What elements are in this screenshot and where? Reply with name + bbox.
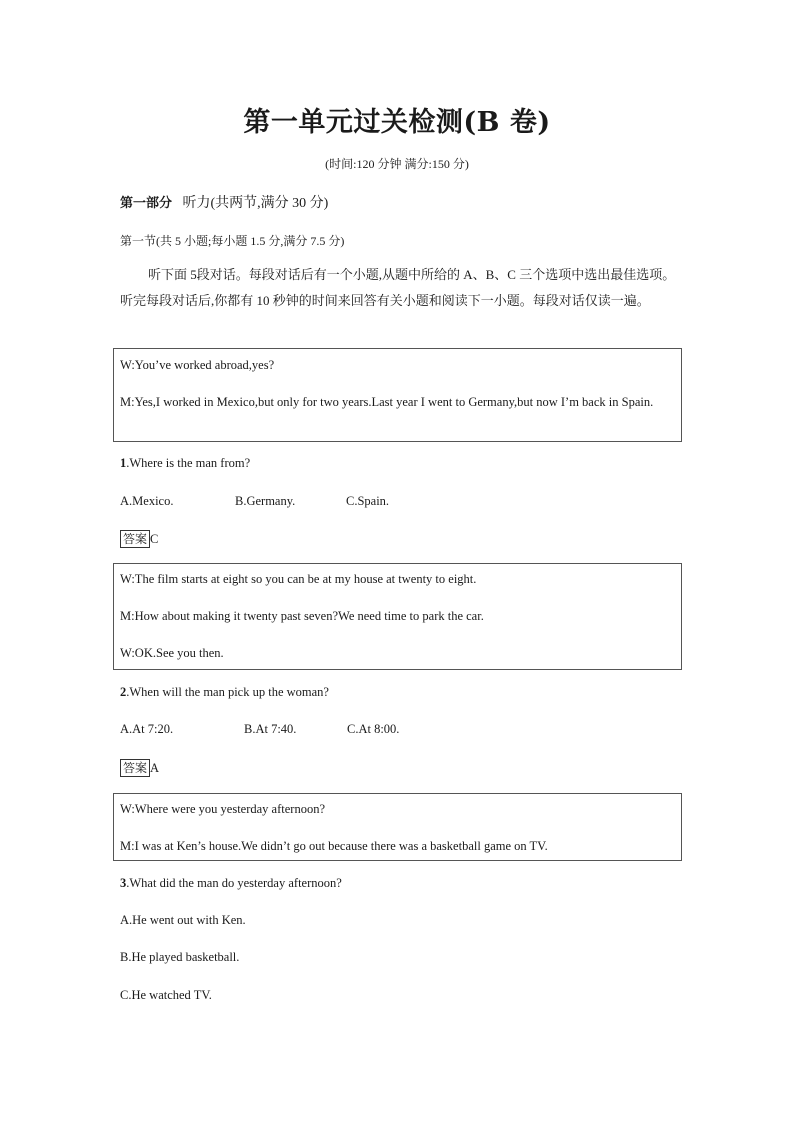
option-c: C.He watched TV. (120, 988, 212, 1002)
part-label: 听力(共两节,满分 30 分) (182, 196, 329, 211)
question-2 (120, 685, 329, 700)
option-b: B.He played basketball. (120, 950, 240, 964)
dialogue-line: M:How about making it twenty past seven?We need time to park the car. (120, 609, 484, 623)
answer-2 (120, 759, 159, 777)
exam-time-info: (时间:120 分钟 满分:150 分) (325, 157, 469, 171)
part-name: 第一部分 (120, 196, 173, 211)
question-text: .Where is the man from? (126, 456, 251, 470)
answer-value: C (150, 532, 159, 546)
dialogue-line: W:Where were you yesterday afternoon? (120, 802, 325, 816)
option-c: C.At 8:00. (347, 722, 400, 736)
answer-value: A (150, 761, 160, 775)
option-a: A.He went out with Ken. (120, 913, 246, 927)
question-text: .What did the man do yesterday afternoon? (126, 876, 342, 890)
answer-tag: 答案 (120, 759, 150, 777)
question-text: .When will the man pick up the woman? (126, 685, 329, 699)
option-a: A.At 7:20. (120, 722, 174, 736)
option-b: B.At 7:40. (244, 722, 297, 736)
question-1 (120, 456, 250, 471)
question-3 (120, 876, 342, 891)
instruction-text: 听下面 5段对话。每段对话后有一个小题,从题中所给的 A、B、C 三个选项中选出最佳选项。听完每段对话后,你都有 10 秒钟的时间来回答有关小题和阅读下一小题。每段对话仅读一遍。 (120, 267, 676, 308)
dialogue-box-3 (113, 793, 682, 861)
section-heading: 第一节(共 5 小题;每小题 1.5 分,满分 7.5 分) (120, 234, 345, 248)
dialogue-line: W:OK.See you then. (120, 646, 224, 660)
answer-tag: 答案 (120, 530, 150, 548)
page-title: 第一单元过关检测(B 卷) (243, 107, 551, 138)
option-c: C.Spain. (346, 494, 390, 508)
question-number: 3 (120, 876, 127, 890)
part-heading (120, 192, 328, 212)
dialogue-box-2 (113, 563, 682, 670)
dialogue-line: M:Yes,I worked in Mexico,but only for two years.Last year I went to Germany,but now I’m back in Spain. (120, 395, 654, 409)
dialogue-line: W:The film starts at eight so you can be at my house at twenty to eight. (120, 572, 477, 586)
dialogue-line: M:I was at Ken’s house.We didn’t go out because there was a basketball game on TV. (120, 839, 548, 853)
question-number: 2 (120, 685, 127, 699)
dialogue-line: W:You’ve worked abroad,yes? (120, 358, 275, 372)
answer-1 (120, 530, 158, 548)
option-a: A.Mexico. (120, 494, 174, 508)
dialogue-box-1 (113, 348, 682, 442)
question-number: 1 (120, 456, 127, 470)
option-b: B.Germany. (235, 494, 296, 508)
